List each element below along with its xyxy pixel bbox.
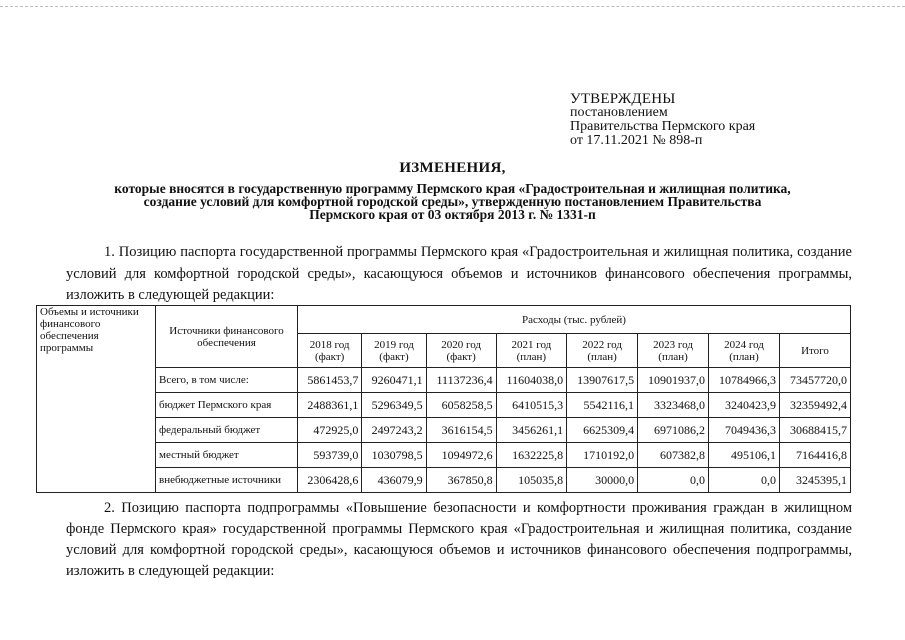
year-header: 2022 год (план) bbox=[567, 334, 638, 368]
table-cell: 10784966,3 bbox=[709, 368, 780, 393]
table-cell: 11137236,4 bbox=[426, 368, 496, 393]
table-row bbox=[37, 368, 851, 393]
expenses-header: Расходы (тыс. рублей) bbox=[298, 306, 851, 334]
table-cell: 9260471,1 bbox=[362, 368, 426, 393]
table-cell: 5296349,5 bbox=[362, 393, 426, 418]
approval-date-number: от 17.11.2021 № 898-п bbox=[570, 133, 703, 148]
financing-table bbox=[36, 305, 851, 493]
table-cell: 6410515,3 bbox=[496, 393, 566, 418]
table-cell: 30000,0 bbox=[567, 468, 638, 493]
table-cell: 1030798,5 bbox=[362, 443, 426, 468]
document-title: ИЗМЕНЕНИЯ, bbox=[399, 160, 506, 176]
table-cell: 2488361,1 bbox=[298, 393, 362, 418]
year-header: 2021 год (план) bbox=[496, 334, 566, 368]
approval-heading: УТВЕРЖДЕНЫ bbox=[570, 91, 676, 107]
table-row bbox=[37, 468, 851, 493]
table-cell: 6058258,5 bbox=[426, 393, 496, 418]
table-cell: 73457720,0 bbox=[780, 368, 851, 393]
approval-stamp bbox=[570, 92, 755, 148]
table-cell: 105035,8 bbox=[496, 468, 566, 493]
table-cell: 5542116,1 bbox=[567, 393, 638, 418]
table-cell: 0,0 bbox=[709, 468, 780, 493]
sources-column-header: Источники финансового обеспечения bbox=[156, 306, 298, 368]
table-cell: 0,0 bbox=[638, 468, 709, 493]
year-header: 2023 год (план) bbox=[638, 334, 709, 368]
scan-edge-line bbox=[0, 6, 905, 8]
year-header: 2018 год (факт) bbox=[298, 334, 362, 368]
table-cell: 30688415,7 bbox=[780, 418, 851, 443]
table-cell: 6625309,4 bbox=[567, 418, 638, 443]
row-label: внебюджетные источники bbox=[156, 468, 298, 493]
table-cell: 3616154,5 bbox=[426, 418, 496, 443]
volumes-sources-header: Объемы и источники финансового обеспечения программы bbox=[37, 306, 156, 493]
table-row bbox=[37, 418, 851, 443]
subtitle-line-2: создание условий для комфортной городской среды», утвержденную постановлением Правительства bbox=[143, 194, 762, 209]
table-row bbox=[37, 393, 851, 418]
table-cell: 495106,1 bbox=[709, 443, 780, 468]
table-cell: 2497243,2 bbox=[362, 418, 426, 443]
table-cell: 472925,0 bbox=[298, 418, 362, 443]
table-cell: 10901937,0 bbox=[638, 368, 709, 393]
table-header-row bbox=[37, 306, 851, 334]
year-header: 2019 год (факт) bbox=[362, 334, 426, 368]
table-cell: 607382,8 bbox=[638, 443, 709, 468]
table-cell: 1632225,8 bbox=[496, 443, 566, 468]
row-label: местный бюджет bbox=[156, 443, 298, 468]
table-cell: 32359492,4 bbox=[780, 393, 851, 418]
table-row bbox=[37, 443, 851, 468]
table-cell: 3240423,9 bbox=[709, 393, 780, 418]
table-cell: 1710192,0 bbox=[567, 443, 638, 468]
year-header: 2020 год (факт) bbox=[426, 334, 496, 368]
table-cell: 5861453,7 bbox=[298, 368, 362, 393]
paragraph-2: 2. Позицию паспорта подпрограммы «Повышение безопасности и комфортности проживания граждан в жилищном фонде Пермского края» государственной программы Пермского края «Градостроительная и жилищная политика, создание условий для комфортной городской среды», касающуюся объемов и источников финансового обеспечения подпрограммы, изложить в следующей редакции: bbox=[66, 500, 852, 579]
table-cell: 367850,8 bbox=[426, 468, 496, 493]
table-cell: 3323468,0 bbox=[638, 393, 709, 418]
table-cell: 11604038,0 bbox=[496, 368, 566, 393]
year-header: 2024 год (план) bbox=[709, 334, 780, 368]
table-cell: 6971086,2 bbox=[638, 418, 709, 443]
table-cell: 3245395,1 bbox=[780, 468, 851, 493]
row-label: федеральный бюджет bbox=[156, 418, 298, 443]
subtitle-line-3: Пермского края от 03 октября 2013 г. № 1331-п bbox=[309, 207, 596, 222]
approval-line-2: постановлением bbox=[570, 105, 668, 120]
table-cell: 436079,9 bbox=[362, 468, 426, 493]
subtitle-line-1: которые вносятся в государственную программу Пермского края «Градостроительная и жилищная политика, bbox=[114, 181, 791, 196]
row-label: бюджет Пермского края bbox=[156, 393, 298, 418]
table-cell: 1094972,6 bbox=[426, 443, 496, 468]
table-cell: 2306428,6 bbox=[298, 468, 362, 493]
table-cell: 13907617,5 bbox=[567, 368, 638, 393]
table-cell: 3456261,1 bbox=[496, 418, 566, 443]
table-cell: 7164416,8 bbox=[780, 443, 851, 468]
paragraph-1: 1. Позицию паспорта государственной программы Пермского края «Градостроительная и жилищная политика, создание условий для комфортной городской среды», касающуюся объемов и источников финансового обеспечения программы, изложить в следующей редакции: bbox=[66, 244, 852, 303]
document-subtitle bbox=[70, 182, 835, 221]
approval-line-3: Правительства Пермского края bbox=[570, 119, 756, 134]
row-label: Всего, в том числе: bbox=[156, 368, 298, 393]
total-header: Итого bbox=[780, 334, 851, 368]
table-cell: 7049436,3 bbox=[709, 418, 780, 443]
table-cell: 593739,0 bbox=[298, 443, 362, 468]
